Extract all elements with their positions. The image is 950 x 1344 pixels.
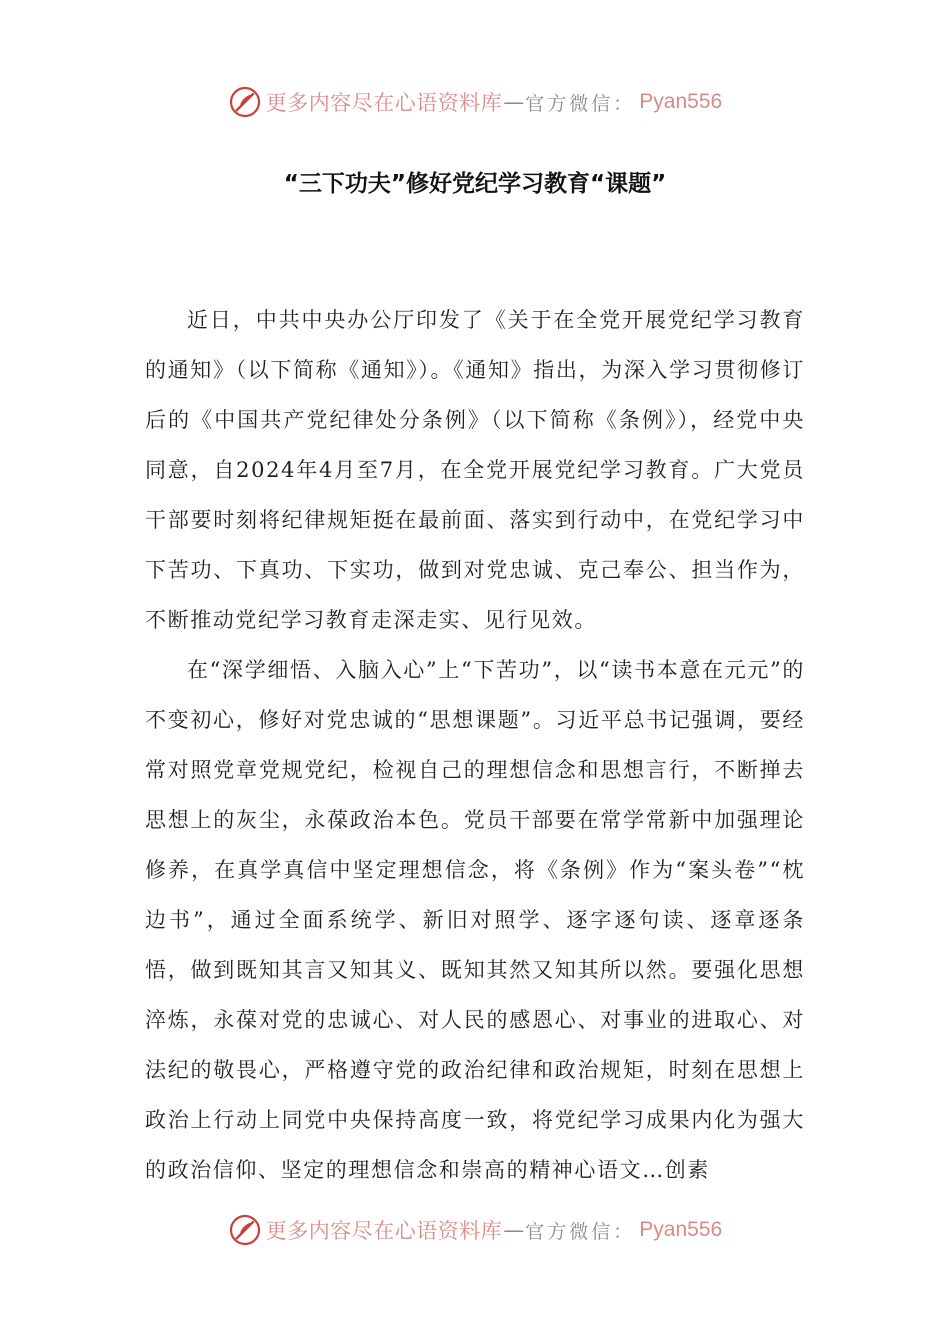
document-body bbox=[145, 295, 805, 1195]
watermark-banner-top bbox=[0, 80, 950, 124]
watermark-text: 更多内容尽在心语资料库 bbox=[265, 1219, 503, 1243]
paragraph: 近日，中共中央办公厅印发了《关于在全党开展党纪学习教育的通知》（以下简称《通知》）。《通知》指出，为深入学习贯彻修订后的《中国共产党纪律处分条例》（以下简称《条例》），经党中央同意，自2024年4月至7月，在全党开展党纪学习教育。广大党员干部要时刻将纪律规矩挺在最前面、落实到行动中，在党纪学习中下苦功、下真功、下实功，做到对党忠诚、克己奉公、担当作为，不断推动党纪学习教育走深走实、见行见效。 bbox=[145, 308, 805, 632]
watermark-text: 更多内容尽在心语资料库 bbox=[265, 91, 503, 115]
wechat-id: Pyan556 bbox=[639, 90, 723, 113]
watermark-banner-bottom bbox=[0, 1208, 950, 1252]
wechat-label: 官方微信： bbox=[525, 1220, 636, 1243]
document-title: “三下功夫”修好党纪学习教育“课题” bbox=[283, 171, 667, 197]
quill-logo-icon bbox=[228, 85, 262, 119]
watermark-dash: — bbox=[503, 1218, 525, 1242]
paragraph: 在“深学细悟、入脑入心”上“下苦功”，以“读书本意在元元”的不变初心，修好对党忠诚的“思想课题”。习近平总书记强调，要经常对照党章党规党纪，检视自己的理想信念和思想言行，不断掸去思想上的灰尘，永葆政治本色。党员干部要在常学常新中加强理论修养，在真学真信中坚定理想信念，将《条例》作为“案头卷”“枕边书”，通过全面系统学、新旧对照学、逐字逐句读、逐章逐条悟，做到既知其言又知其义、既知其然又知其所以然。要强化思想淬炼，永葆对党的忠诚心、对人民的感恩心、对事业的进取心、对法纪的敬畏心，严格遵守党的政治纪律和政治规矩，时刻在思想上政治上行动上同党中央保持高度一致，将党纪学习成果内化为强大的政治信仰、坚定的理想信念和崇高的精神心语文…创素 bbox=[145, 658, 805, 1182]
quill-logo-icon bbox=[228, 1213, 262, 1247]
watermark-dash: — bbox=[503, 90, 525, 114]
wechat-label: 官方微信： bbox=[525, 92, 636, 115]
wechat-id: Pyan556 bbox=[639, 1218, 723, 1241]
